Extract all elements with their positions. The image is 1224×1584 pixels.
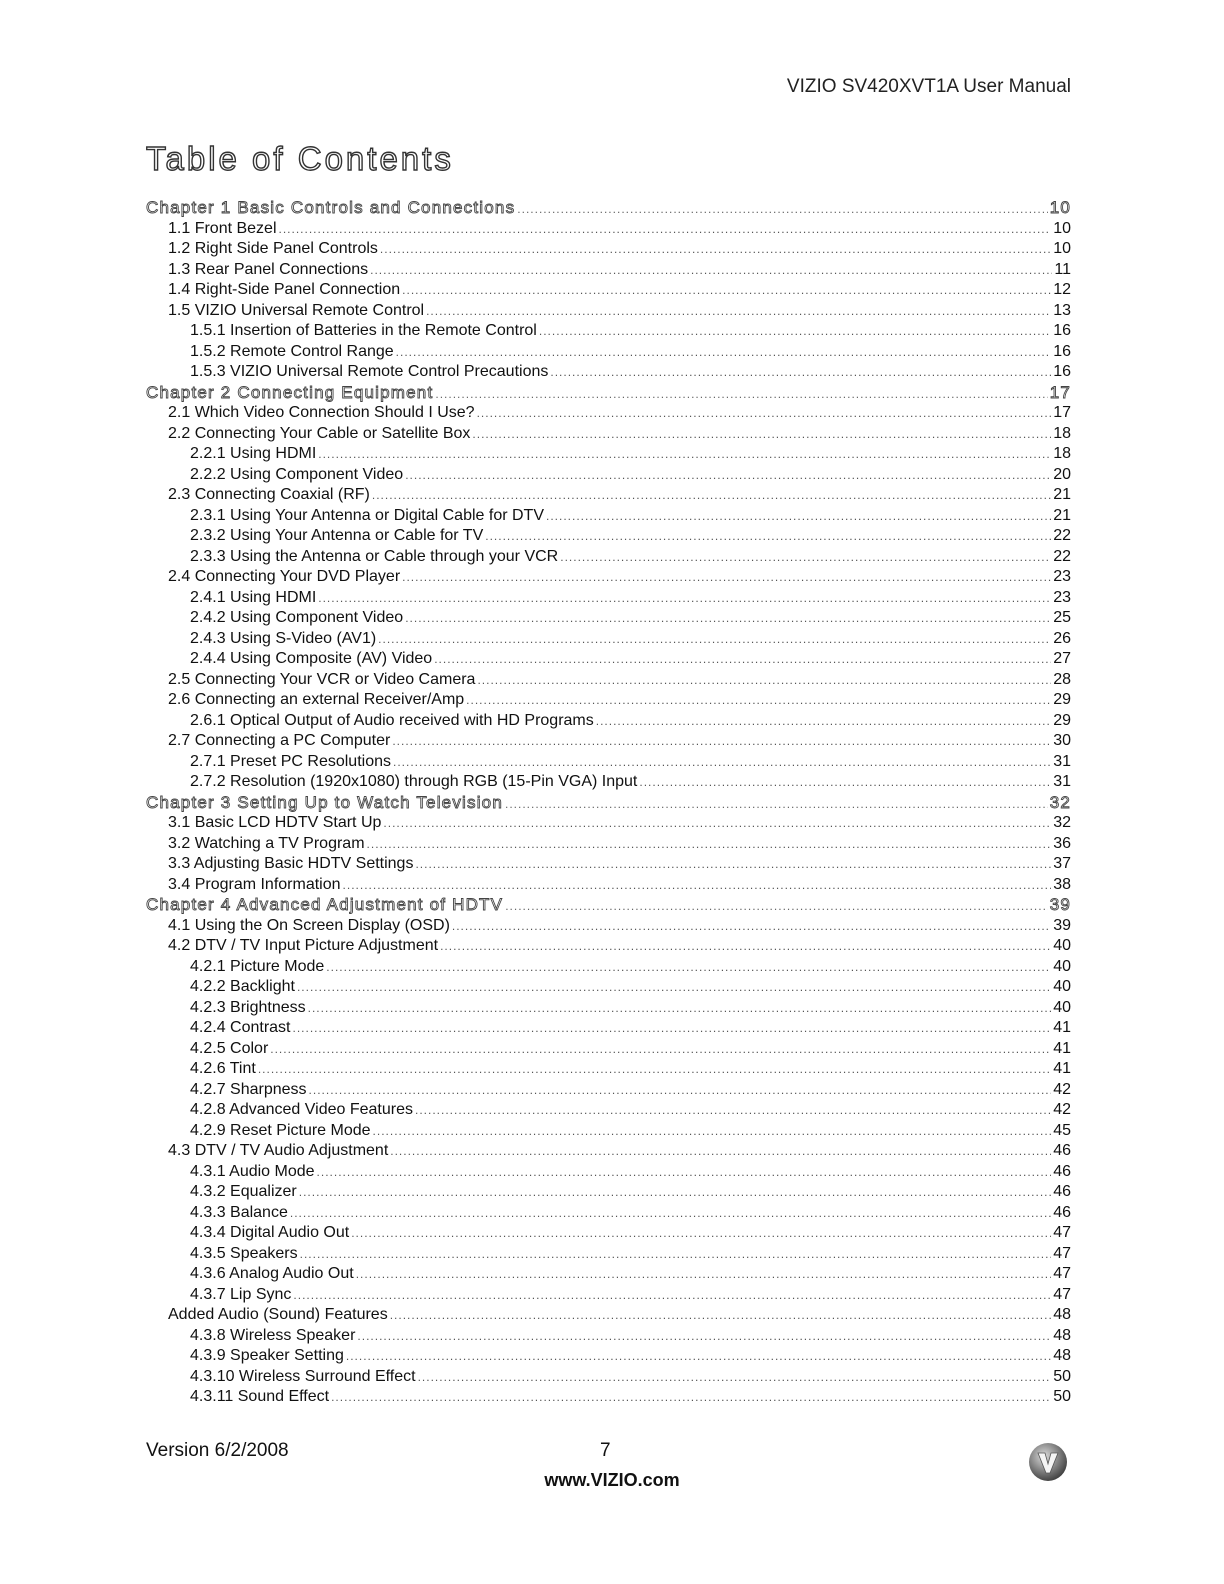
- toc-entry-label: Chapter 4 Advanced Adjustment of HDTV: [146, 895, 504, 914]
- toc-entry-label: 2.1 Which Video Connection Should I Use?: [168, 404, 475, 421]
- toc-leader-dots: [396, 342, 1052, 363]
- toc-entry[interactable]: [146, 1162, 1071, 1183]
- toc-entry-page: 21: [1053, 486, 1071, 503]
- toc-entry[interactable]: [146, 1387, 1071, 1408]
- toc-leader-dots: [300, 1244, 1052, 1265]
- toc-entry[interactable]: [146, 567, 1071, 588]
- toc-entry-page: 40: [1053, 937, 1071, 954]
- toc-entry-page: 29: [1053, 711, 1071, 729]
- toc-entry-label: 2.4.4 Using Composite (AV) Video: [190, 650, 433, 667]
- toc-leader-dots: [477, 670, 1051, 691]
- toc-entry-label: 1.5.1 Insertion of Batteries in the Remote Control: [190, 322, 537, 339]
- toc-leader-dots: [299, 1182, 1051, 1203]
- toc-entry-label: 2.3.2 Using Your Antenna or Cable for TV: [190, 527, 484, 544]
- toc-leader-dots: [346, 1346, 1051, 1367]
- toc-entry-page: 22: [1053, 527, 1071, 544]
- toc-entry-label: 4.3.3 Balance: [190, 1203, 288, 1221]
- toc-entry[interactable]: [146, 875, 1071, 896]
- toc-entry-page: 46: [1053, 1183, 1071, 1200]
- toc-leader-dots: [477, 403, 1052, 424]
- toc-entry-page: 20: [1053, 465, 1071, 483]
- toc-chapter-entry[interactable]: [146, 793, 1071, 814]
- toc-entry-page: 10: [1053, 219, 1071, 237]
- toc-entry-page: 13: [1053, 301, 1071, 319]
- toc-entry[interactable]: [146, 752, 1071, 773]
- toc-entry[interactable]: [146, 321, 1071, 342]
- toc-entry[interactable]: [146, 301, 1071, 322]
- toc-leader-dots: [405, 465, 1051, 486]
- toc-leader-dots: [402, 567, 1051, 588]
- toc-entry[interactable]: [146, 219, 1071, 240]
- toc-entry-page: 48: [1053, 1306, 1071, 1323]
- toc-entry-page: 40: [1053, 957, 1071, 975]
- toc-entry[interactable]: [146, 1080, 1071, 1101]
- toc-leader-dots: [517, 199, 1047, 219]
- toc-entry-label: 3.4 Program Information: [168, 875, 341, 893]
- toc-entry[interactable]: [146, 1182, 1071, 1203]
- toc-entry-page: 46: [1053, 1162, 1071, 1180]
- toc-leader-dots: [452, 916, 1051, 937]
- toc-entry-page: 17: [1053, 404, 1071, 421]
- toc-entry-label: 4.2.4 Contrast: [190, 1019, 291, 1036]
- toc-entry-label: 2.7.2 Resolution (1920x1080) through RGB (15-Pin VGA) Input: [190, 773, 638, 790]
- page-title: Table of Contents: [146, 140, 454, 177]
- toc-entry[interactable]: [146, 1244, 1071, 1265]
- toc-leader-dots: [293, 1018, 1052, 1039]
- toc-entry-label: 4.2.6 Tint: [190, 1060, 256, 1077]
- toc-leader-dots: [485, 526, 1051, 547]
- toc-entry[interactable]: [146, 629, 1071, 650]
- toc-entry-page: 42: [1053, 1101, 1071, 1118]
- toc-entry-page: 42: [1053, 1080, 1071, 1098]
- toc-entry-page: 17: [1049, 382, 1071, 402]
- toc-leader-dots: [390, 1141, 1051, 1162]
- toc-leader-dots: [390, 1305, 1052, 1326]
- toc-entry[interactable]: [146, 260, 1071, 281]
- toc-entry[interactable]: [146, 424, 1071, 445]
- toc-entry[interactable]: [146, 1305, 1071, 1326]
- toc-entry-label: 2.2.1 Using HDMI: [190, 445, 317, 462]
- toc-entry-page: 39: [1049, 895, 1071, 914]
- toc-entry-label: 2.3 Connecting Coaxial (RF): [168, 486, 370, 503]
- toc-entry-page: 48: [1053, 1347, 1071, 1364]
- toc-entry-page: 10: [1053, 240, 1071, 257]
- toc-leader-dots: [426, 301, 1051, 322]
- toc-entry-page: 25: [1053, 609, 1071, 626]
- toc-entry[interactable]: [146, 506, 1071, 527]
- toc-entry-label: 2.3.1 Using Your Antenna or Digital Cable for DTV: [190, 506, 544, 524]
- toc-entry[interactable]: [146, 1059, 1071, 1080]
- toc-entry[interactable]: [146, 834, 1071, 855]
- toc-leader-dots: [258, 1059, 1051, 1080]
- toc-leader-dots: [505, 794, 1048, 814]
- toc-leader-dots: [440, 936, 1051, 957]
- toc-entry[interactable]: [146, 526, 1071, 547]
- toc-leader-dots: [356, 1264, 1052, 1285]
- toc-leader-dots: [418, 1367, 1052, 1388]
- toc-entry-label: 4.1 Using the On Screen Display (OSD): [168, 916, 450, 934]
- toc-entry-label: 4.3.1 Audio Mode: [190, 1162, 315, 1180]
- toc-entry[interactable]: [146, 670, 1071, 691]
- toc-entry-label: 1.1 Front Bezel: [168, 219, 277, 237]
- toc-entry-label: 2.4.2 Using Component Video: [190, 609, 404, 626]
- toc-leader-dots: [472, 424, 1051, 445]
- toc-entry-page: 48: [1053, 1326, 1071, 1344]
- toc-entry[interactable]: [146, 649, 1071, 670]
- toc-entry-label: 4.2.2 Backlight: [190, 978, 295, 995]
- toc-entry[interactable]: [146, 342, 1071, 363]
- table-of-contents: [146, 198, 1071, 1408]
- toc-entry-label: 4.2.7 Sharpness: [190, 1080, 307, 1098]
- toc-entry-label: 4.2.8 Advanced Video Features: [190, 1101, 413, 1118]
- toc-leader-dots: [560, 547, 1051, 568]
- toc-entry-label: Added Audio (Sound) Features: [168, 1306, 388, 1323]
- toc-leader-dots: [505, 896, 1048, 916]
- toc-entry-label: 2.2.2 Using Component Video: [190, 465, 404, 483]
- toc-entry-page: 30: [1053, 732, 1071, 749]
- toc-entry-label: Chapter 2 Connecting Equipment: [146, 382, 434, 402]
- toc-entry-page: 31: [1053, 752, 1071, 770]
- toc-entry-label: 1.3 Rear Panel Connections: [168, 260, 369, 278]
- toc-leader-dots: [318, 444, 1051, 465]
- toc-entry[interactable]: [146, 813, 1071, 834]
- toc-leader-dots: [297, 977, 1051, 998]
- toc-leader-dots: [372, 485, 1051, 506]
- toc-entry[interactable]: [146, 936, 1071, 957]
- toc-entry-page: 12: [1053, 281, 1071, 298]
- toc-entry[interactable]: [146, 731, 1071, 752]
- toc-leader-dots: [290, 1203, 1051, 1224]
- toc-entry[interactable]: [146, 977, 1071, 998]
- toc-entry-page: 31: [1053, 773, 1071, 790]
- toc-entry-page: 18: [1053, 445, 1071, 462]
- toc-entry-label: 1.5.2 Remote Control Range: [190, 342, 394, 360]
- toc-entry[interactable]: [146, 239, 1071, 260]
- toc-entry-label: 4.3.6 Analog Audio Out: [190, 1265, 354, 1282]
- toc-entry[interactable]: [146, 1100, 1071, 1121]
- toc-entry-page: 32: [1049, 792, 1071, 812]
- toc-leader-dots: [639, 772, 1051, 793]
- toc-entry-label: 4.2.3 Brightness: [190, 998, 306, 1016]
- toc-entry-page: 26: [1053, 629, 1071, 647]
- toc-entry[interactable]: [146, 403, 1071, 424]
- toc-entry[interactable]: [146, 1039, 1071, 1060]
- toc-entry[interactable]: [146, 1367, 1071, 1388]
- toc-entry-page: 28: [1053, 670, 1071, 688]
- toc-entry-label: 4.3.8 Wireless Speaker: [190, 1326, 356, 1344]
- toc-entry[interactable]: [146, 588, 1071, 609]
- toc-entry[interactable]: [146, 280, 1071, 301]
- toc-entry-label: 2.4 Connecting Your DVD Player: [168, 568, 401, 585]
- toc-leader-dots: [392, 731, 1051, 752]
- toc-leader-dots: [550, 362, 1051, 383]
- toc-entry-page: 27: [1053, 650, 1071, 667]
- toc-entry[interactable]: [146, 465, 1071, 486]
- toc-entry-page: 18: [1053, 424, 1071, 442]
- toc-entry-label: 4.3.7 Lip Sync: [190, 1285, 292, 1303]
- toc-leader-dots: [383, 813, 1051, 834]
- toc-entry-label: 3.3 Adjusting Basic HDTV Settings: [168, 855, 414, 872]
- toc-entry-label: 4.2.1 Picture Mode: [190, 957, 325, 975]
- toc-leader-dots: [326, 957, 1051, 978]
- toc-entry-page: 22: [1053, 547, 1071, 565]
- toc-entry-page: 50: [1053, 1388, 1071, 1405]
- toc-leader-dots: [318, 588, 1051, 609]
- toc-leader-dots: [434, 649, 1051, 670]
- toc-entry-page: 50: [1053, 1367, 1071, 1385]
- toc-entry[interactable]: [146, 854, 1071, 875]
- toc-entry-page: 46: [1053, 1142, 1071, 1159]
- vizio-v-logo-icon: [1026, 1440, 1070, 1484]
- toc-entry-label: 3.1 Basic LCD HDTV Start Up: [168, 814, 382, 831]
- toc-entry-page: 16: [1053, 342, 1071, 360]
- toc-leader-dots: [546, 506, 1051, 527]
- toc-entry-label: 2.5 Connecting Your VCR or Video Camera: [168, 670, 476, 688]
- toc-entry-label: 2.3.3 Using the Antenna or Cable through your VCR: [190, 547, 559, 565]
- toc-leader-dots: [415, 854, 1051, 875]
- toc-leader-dots: [317, 1162, 1052, 1183]
- toc-leader-dots: [293, 1285, 1051, 1306]
- toc-entry-page: 47: [1053, 1244, 1071, 1262]
- toc-entry-label: 4.3.11 Sound Effect: [190, 1388, 330, 1405]
- footer-url[interactable]: www.VIZIO.com: [544, 1470, 680, 1490]
- toc-entry-label: 1.2 Right Side Panel Controls: [168, 240, 378, 257]
- toc-entry-page: 29: [1053, 691, 1071, 708]
- toc-entry-label: 4.3.10 Wireless Surround Effect: [190, 1367, 416, 1385]
- toc-entry-page: 47: [1053, 1285, 1071, 1303]
- toc-chapter-entry[interactable]: [146, 895, 1071, 916]
- toc-entry-page: 38: [1053, 875, 1071, 893]
- toc-entry-label: 4.3.9 Speaker Setting: [190, 1347, 344, 1364]
- toc-entry-page: 41: [1053, 1019, 1071, 1036]
- toc-leader-dots: [308, 998, 1052, 1019]
- toc-entry-page: 41: [1053, 1060, 1071, 1077]
- toc-entry-label: 4.2.5 Color: [190, 1039, 269, 1057]
- toc-entry-label: 4.2 DTV / TV Input Picture Adjustment: [168, 937, 439, 954]
- toc-entry[interactable]: [146, 772, 1071, 793]
- toc-entry-page: 37: [1053, 855, 1071, 872]
- toc-entry-page: 45: [1053, 1121, 1071, 1139]
- toc-leader-dots: [331, 1387, 1051, 1408]
- toc-entry[interactable]: [146, 711, 1071, 732]
- toc-entry[interactable]: [146, 1121, 1071, 1142]
- toc-entry-label: 2.7.1 Preset PC Resolutions: [190, 752, 391, 770]
- toc-leader-dots: [357, 1326, 1051, 1347]
- toc-entry-label: 2.7 Connecting a PC Computer: [168, 732, 391, 749]
- toc-entry-page: 47: [1053, 1224, 1071, 1241]
- toc-entry-label: 4.2.9 Reset Picture Mode: [190, 1121, 371, 1139]
- toc-entry[interactable]: [146, 362, 1071, 383]
- toc-leader-dots: [415, 1100, 1051, 1121]
- toc-entry-label: Chapter 1 Basic Controls and Connections: [146, 198, 516, 217]
- toc-entry-label: 3.2 Watching a TV Program: [168, 834, 365, 852]
- toc-entry-label: 4.3 DTV / TV Audio Adjustment: [168, 1142, 389, 1159]
- toc-entry-label: 4.3.2 Equalizer: [190, 1183, 297, 1200]
- toc-entry-label: 1.5 VIZIO Universal Remote Control: [168, 301, 425, 319]
- toc-leader-dots: [309, 1080, 1052, 1101]
- toc-entry-page: 11: [1054, 260, 1071, 278]
- toc-entry[interactable]: [146, 1285, 1071, 1306]
- toc-leader-dots: [351, 1223, 1051, 1244]
- toc-entry-label: 2.4.1 Using HDMI: [190, 588, 317, 606]
- toc-entry-page: 23: [1053, 588, 1071, 606]
- toc-entry-page: 16: [1053, 322, 1071, 339]
- toc-entry-label: 4.3.5 Speakers: [190, 1244, 298, 1262]
- toc-entry-page: 16: [1053, 363, 1071, 380]
- toc-entry-label: 2.6 Connecting an external Receiver/Amp: [168, 691, 465, 708]
- toc-entry-label: 2.2 Connecting Your Cable or Satellite Box: [168, 424, 471, 442]
- toc-leader-dots: [380, 239, 1051, 260]
- toc-leader-dots: [373, 1121, 1052, 1142]
- toc-entry[interactable]: [146, 957, 1071, 978]
- footer-version: Version 6/2/2008: [146, 1440, 289, 1461]
- toc-entry[interactable]: [146, 1264, 1071, 1285]
- toc-leader-dots: [405, 608, 1051, 629]
- toc-leader-dots: [378, 629, 1051, 650]
- toc-entry-page: 47: [1053, 1265, 1071, 1282]
- toc-entry-page: 39: [1053, 916, 1071, 934]
- toc-entry-label: 4.3.4 Digital Audio Out: [190, 1224, 350, 1241]
- toc-entry-label: 1.5.3 VIZIO Universal Remote Control Precautions: [190, 363, 549, 380]
- toc-entry-label: 2.6.1 Optical Output of Audio received with HD Programs: [190, 711, 594, 729]
- toc-entry-page: 46: [1053, 1203, 1071, 1221]
- footer-page-number: 7: [600, 1440, 611, 1461]
- toc-leader-dots: [539, 321, 1051, 342]
- toc-leader-dots: [270, 1039, 1051, 1060]
- toc-entry-page: 36: [1053, 834, 1071, 852]
- toc-chapter-entry[interactable]: [146, 383, 1071, 404]
- toc-entry[interactable]: [146, 608, 1071, 629]
- toc-leader-dots: [435, 384, 1047, 404]
- toc-entry[interactable]: [146, 1223, 1071, 1244]
- toc-entry-page: 32: [1053, 814, 1071, 831]
- toc-entry-label: 1.4 Right-Side Panel Connection: [168, 281, 401, 298]
- toc-entry-page: 40: [1053, 998, 1071, 1016]
- toc-leader-dots: [596, 711, 1051, 732]
- toc-entry[interactable]: [146, 1326, 1071, 1347]
- toc-entry[interactable]: [146, 1141, 1071, 1162]
- toc-entry-page: 23: [1053, 568, 1071, 585]
- running-header: VIZIO SV420XVT1A User Manual: [786, 76, 1071, 97]
- toc-entry[interactable]: [146, 547, 1071, 568]
- toc-entry-page: 10: [1049, 198, 1071, 217]
- toc-entry[interactable]: [146, 1346, 1071, 1367]
- toc-entry[interactable]: [146, 485, 1071, 506]
- toc-leader-dots: [279, 219, 1052, 240]
- toc-entry-page: 21: [1053, 506, 1071, 524]
- toc-entry[interactable]: [146, 916, 1071, 937]
- toc-entry[interactable]: [146, 998, 1071, 1019]
- toc-entry[interactable]: [146, 1018, 1071, 1039]
- toc-leader-dots: [466, 690, 1051, 711]
- toc-entry[interactable]: [146, 1203, 1071, 1224]
- toc-leader-dots: [393, 752, 1051, 773]
- toc-entry-page: 40: [1053, 978, 1071, 995]
- toc-leader-dots: [367, 834, 1052, 855]
- toc-entry-label: 2.4.3 Using S-Video (AV1): [190, 629, 377, 647]
- toc-entry-page: 41: [1053, 1039, 1071, 1057]
- toc-entry[interactable]: [146, 444, 1071, 465]
- toc-chapter-entry[interactable]: [146, 198, 1071, 219]
- toc-leader-dots: [343, 875, 1052, 896]
- toc-leader-dots: [402, 280, 1051, 301]
- toc-entry[interactable]: [146, 690, 1071, 711]
- toc-leader-dots: [370, 260, 1052, 281]
- toc-entry-label: Chapter 3 Setting Up to Watch Television: [146, 792, 503, 812]
